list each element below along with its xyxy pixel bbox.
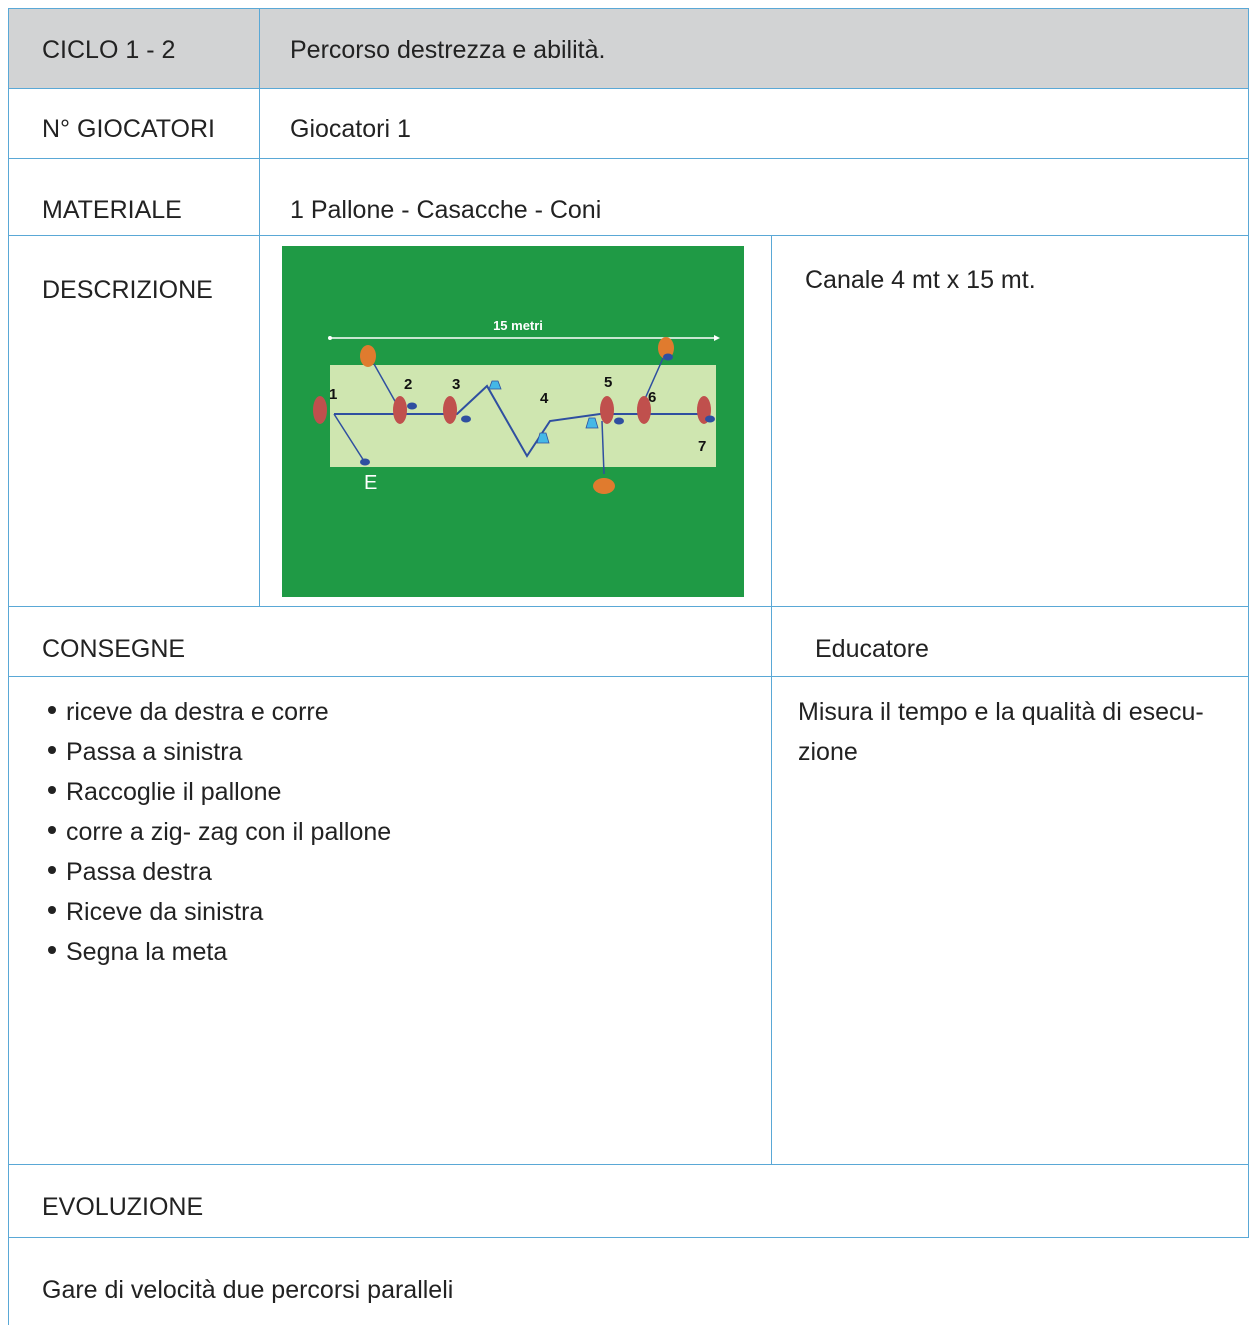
evoluzione-label: EVOLUZIONE xyxy=(42,1193,204,1221)
station-number-1: 1 xyxy=(329,386,338,403)
ciclo-label: CICLO 1 - 2 xyxy=(42,36,176,64)
bullet-icon xyxy=(48,786,56,794)
ball-icon xyxy=(360,459,370,466)
grid-line xyxy=(8,8,9,1325)
descrizione-label: DESCRIZIONE xyxy=(42,276,213,304)
station-number-4: 4 xyxy=(540,390,549,407)
player-red-3 xyxy=(443,396,457,424)
grid-line xyxy=(8,158,1249,159)
list-item-text: Segna la meta xyxy=(66,938,228,966)
list-item xyxy=(48,852,391,892)
ball-icon xyxy=(407,403,417,410)
grid-line xyxy=(8,235,1249,236)
grid-line xyxy=(8,8,1249,9)
bullet-icon xyxy=(48,826,56,834)
list-item xyxy=(48,692,391,732)
distance-start-dot xyxy=(328,336,332,340)
giocatori-label: N° GIOCATORI xyxy=(42,115,215,143)
station-number-3: 3 xyxy=(452,376,461,393)
ball-icon xyxy=(614,418,624,425)
evoluzione-text: Gare di velocità due percorsi paralleli xyxy=(42,1276,454,1304)
grid-line xyxy=(8,606,1249,607)
list-item-text: riceve da destra e corre xyxy=(66,698,329,726)
list-item-text: corre a zig- zag con il pallone xyxy=(66,818,392,846)
ball-icon xyxy=(663,354,673,361)
educatore-text xyxy=(798,692,1204,772)
consegne-list xyxy=(48,692,391,972)
diagram-channel xyxy=(330,365,716,467)
player-orange-left xyxy=(360,345,376,367)
educatore-label: Educatore xyxy=(815,635,929,663)
list-item xyxy=(48,932,391,972)
educator-marker: E xyxy=(364,472,378,494)
player-red-5 xyxy=(600,396,614,424)
list-item xyxy=(48,732,391,772)
bullet-icon xyxy=(48,906,56,914)
list-item-text: Passa a sinistra xyxy=(66,738,243,766)
grid-line xyxy=(8,88,1249,89)
grid-line xyxy=(8,1164,1249,1165)
station-number-2: 2 xyxy=(404,376,413,393)
bullet-icon xyxy=(48,746,56,754)
grid-line xyxy=(771,235,772,1164)
list-item xyxy=(48,772,391,812)
list-item xyxy=(48,812,391,852)
bullet-icon xyxy=(48,946,56,954)
distance-label: 15 metri xyxy=(493,318,543,333)
ball-icon xyxy=(705,416,715,423)
educatore-text-line: Misura il tempo e la qualità di esecu- xyxy=(798,698,1204,726)
station-number-7: 7 xyxy=(698,438,707,455)
drill-diagram xyxy=(282,246,744,597)
exercise-title: Percorso destrezza e abilità. xyxy=(290,36,606,64)
educatore-text-line: zione xyxy=(798,738,858,766)
player-orange-bottom xyxy=(593,478,615,494)
station-number-5: 5 xyxy=(604,374,613,391)
grid-line xyxy=(8,676,1249,677)
ball-icon xyxy=(461,416,471,423)
giocatori-value: Giocatori 1 xyxy=(290,115,411,143)
materiale-label: MATERIALE xyxy=(42,196,182,224)
bullet-icon xyxy=(48,866,56,874)
header-row xyxy=(8,8,1249,88)
descrizione-note: Canale 4 mt x 15 mt. xyxy=(805,266,1036,294)
list-item-text: Riceve da sinistra xyxy=(66,898,264,926)
list-item-text: Passa destra xyxy=(66,858,212,886)
player-red-2 xyxy=(393,396,407,424)
list-item-text: Raccoglie il pallone xyxy=(66,778,282,806)
grid-line xyxy=(259,8,260,606)
materiale-value: 1 Pallone - Casacche - Coni xyxy=(290,196,602,224)
bullet-icon xyxy=(48,706,56,714)
grid-line xyxy=(8,1237,1249,1238)
list-item xyxy=(48,892,391,932)
player-red-1 xyxy=(313,396,327,424)
consegne-label: CONSEGNE xyxy=(42,635,186,663)
station-number-6: 6 xyxy=(648,389,657,406)
